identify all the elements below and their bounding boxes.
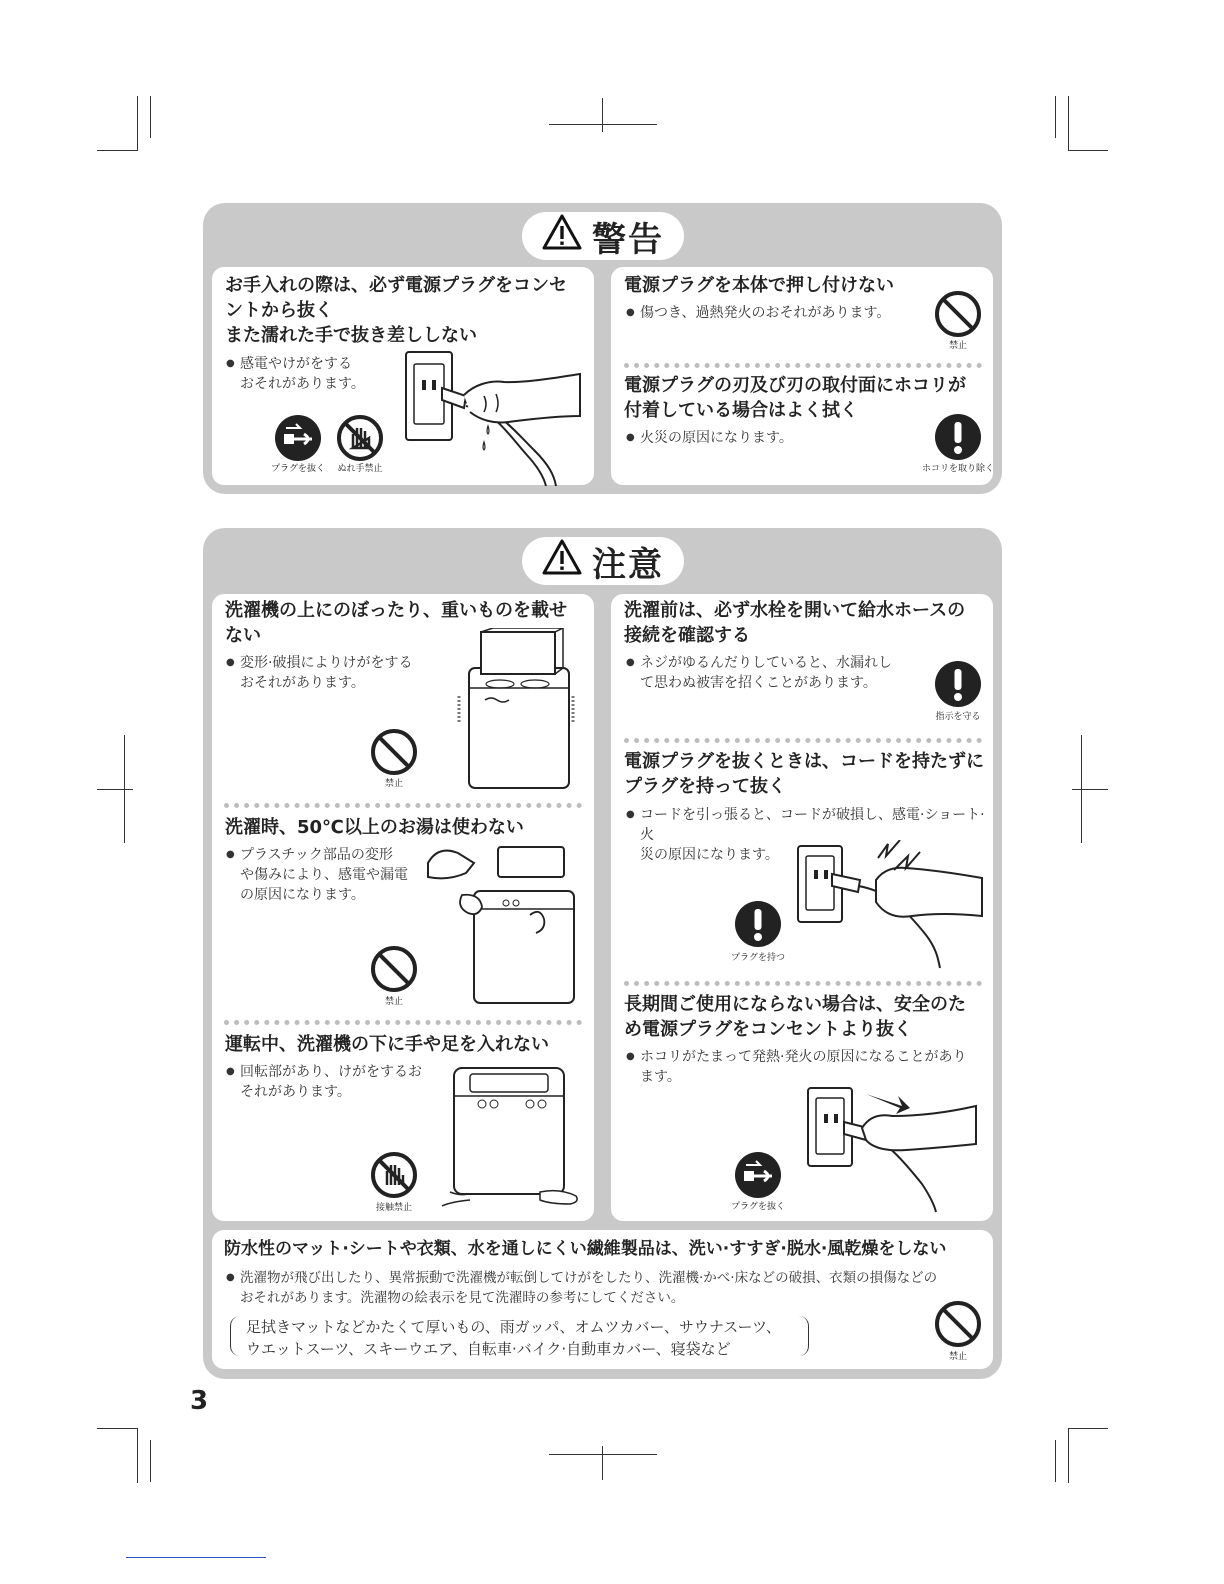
caution-left3-heading: 運転中、洗濯機の下に手や足を入れない: [225, 1034, 549, 1055]
caution-title-pill: [522, 537, 684, 585]
hold-plug-illustration: [796, 840, 986, 974]
caution-right2-bullet: ● コードを引っ張ると、コードが破損し、感電·ショート·火 災の原因になります。: [640, 805, 985, 865]
plug-icon-label: プラグを抜く: [730, 1202, 785, 1212]
warning-right-bottom-heading: 電源プラグの刃及び刃の取付面にホコリが 付着している場合はよく拭く: [624, 375, 966, 421]
divider: [624, 738, 982, 743]
prohibited-icon: [370, 945, 418, 993]
mandatory-label: 指示を守る: [935, 712, 981, 722]
divider: [624, 363, 982, 368]
outlet-wet-hand-illustration: [404, 350, 584, 492]
caution-right1-bullet: ● ネジがゆるんだりしていると、水漏れし て思わぬ被害を招くことがあります。: [640, 653, 930, 693]
washer-with-box-illustration: [455, 628, 585, 797]
washer-feet-illustration: [440, 1060, 585, 1214]
warning-left-bullet: ● 感電やけがをする おそれがあります。: [240, 354, 410, 394]
warning-triangle-icon: [542, 214, 582, 259]
hot-water-washer-illustration: [422, 843, 582, 1012]
plug-icon: [274, 414, 322, 462]
caution-title: 注意: [592, 544, 664, 585]
prohibited-label: 禁止: [948, 1352, 967, 1362]
unplug-illustration: [806, 1084, 986, 1218]
hold-plug-label: プラグを持つ: [730, 953, 785, 963]
mandatory-icon: [734, 900, 782, 948]
caution-left2-heading: 洗濯時、50℃以上のお湯は使わない: [225, 817, 524, 838]
divider: [624, 981, 982, 986]
mandatory-icon: [934, 413, 982, 461]
caution-right1-heading: 洗濯前は、必ず水栓を開いて給水ホースの 接続を確認する: [624, 600, 966, 646]
warning-right-top-heading: 電源プラグを本体で押し付けない: [624, 275, 894, 296]
no-wet-hands-label: ぬれ手禁止: [337, 464, 383, 474]
warning-left-heading: お手入れの際は、必ず電源プラグをコンセ ントから抜く また濡れた手で抜き差ししない: [225, 275, 567, 346]
page-number: 3: [190, 1386, 209, 1416]
caution-left3-bullet: ● 回転部があり、けがをするお それがあります。: [240, 1062, 440, 1102]
right-paren: [798, 1316, 809, 1356]
left-paren: [230, 1316, 241, 1356]
warning-title: 警告: [592, 219, 664, 260]
prohibited-icon: [934, 1300, 982, 1348]
divider: [224, 803, 582, 808]
warning-right-top-bullet: ● 傷つき、過熱発火のおそれがあります。: [640, 303, 920, 323]
caution-left2-bullet: ● プラスチック部品の変形 や傷みにより、感電や漏電 の原因になります。: [240, 845, 420, 905]
caution-left1-bullet: ● 変形·破損によりけがをする おそれがあります。: [240, 653, 440, 693]
no-wet-hands-icon: [336, 414, 384, 462]
prohibited-icon: [370, 728, 418, 776]
caution-triangle-icon: [542, 539, 582, 584]
prohibited-label: 禁止: [384, 997, 403, 1007]
no-touch-icon: [370, 1151, 418, 1199]
divider: [224, 1020, 582, 1025]
caution-right2-heading: 電源プラグを抜くときは、コードを持たずに プラグを持って抜く: [624, 751, 984, 797]
caution-right3-bullet: ● ホコリがたまって発熱·発火の原因になることがあり ます。: [640, 1047, 985, 1087]
caution-bottom-bullet: ● 洗濯物が飛び出したり、異常振動で洗濯機が転倒してけがをしたり、洗濯機·かべ·床などの破損、衣類の損傷などの おそれがあります。洗濯物の絵表示を見て洗濯時の参考にしてください。: [240, 1268, 985, 1308]
caution-bottom-examples: 足拭きマットなどかたくて厚いもの、雨ガッパ、オムツカバー、サウナスーツ、 ウエットスーツ、スキーウエア、自転車·バイク·自動車カバー、寝袋など: [246, 1318, 781, 1358]
warning-right-bottom-bullet: ● 火災の原因になります。: [640, 428, 920, 448]
blue-underline: [126, 1557, 266, 1558]
plug-icon: [734, 1151, 782, 1199]
mandatory-icon: [934, 660, 982, 708]
caution-left1-heading: 洗濯機の上にのぼったり、重いものを載せ ない: [225, 600, 567, 646]
caution-bottom-heading: 防水性のマット·シートや衣類、水を通しにくい繊維製品は、洗い·すすぎ·脱水·風乾燥をしない: [224, 1239, 947, 1259]
warning-title-pill: [522, 212, 684, 260]
prohibited-label: 禁止: [948, 341, 967, 351]
prohibited-icon: [934, 290, 982, 338]
caution-right3-heading: 長期間ご使用にならない場合は、安全のた め電源プラグをコンセントより抜く: [624, 994, 966, 1040]
mandatory-label: ホコリを取り除く: [921, 464, 994, 474]
plug-icon-label: プラグを抜く: [270, 464, 325, 474]
no-touch-label: 接触禁止: [375, 1203, 412, 1213]
prohibited-label: 禁止: [384, 779, 403, 789]
